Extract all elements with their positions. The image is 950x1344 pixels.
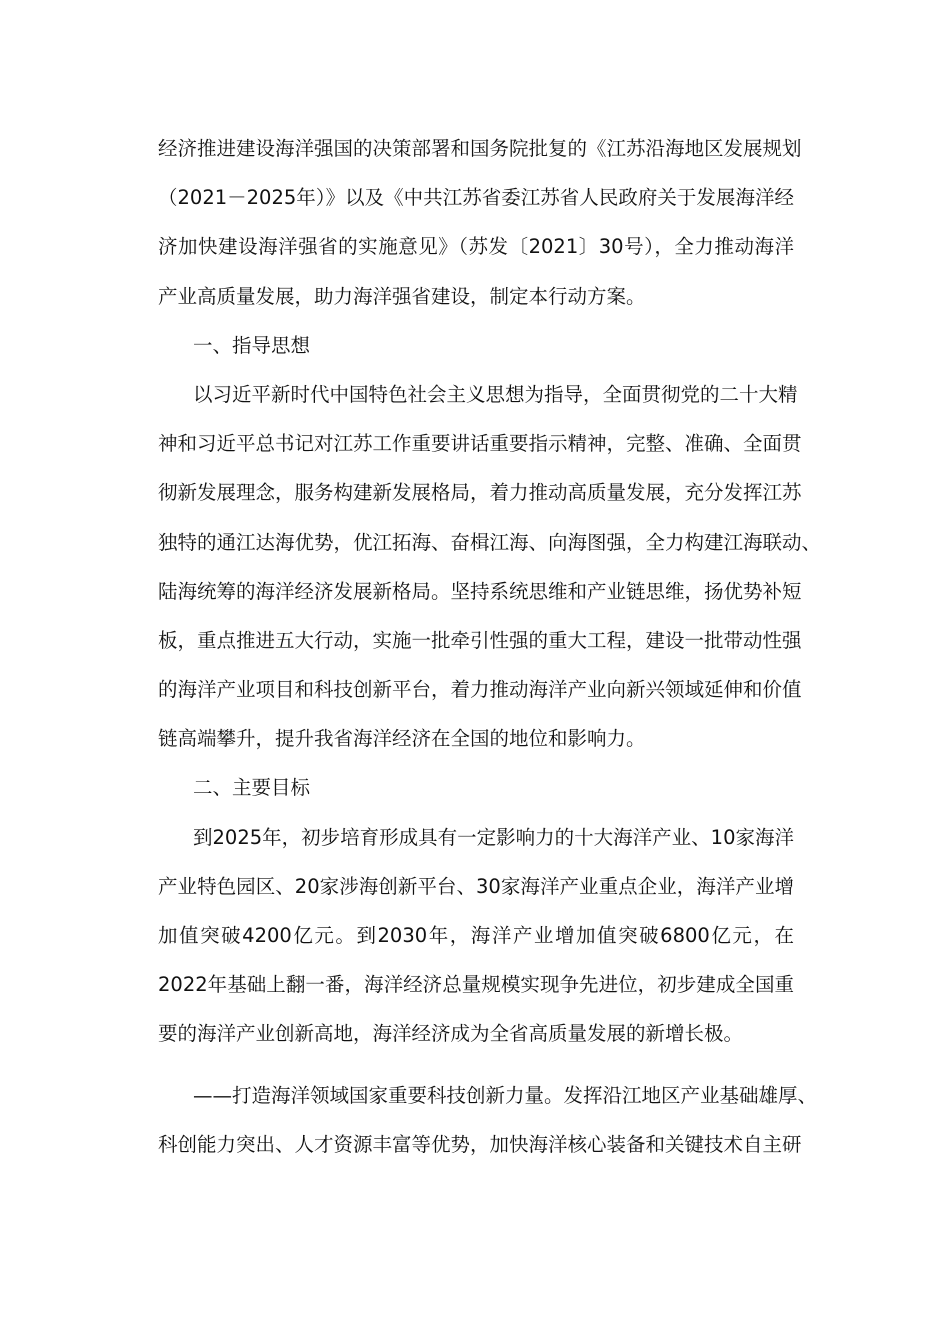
paragraph-guiding-ideology: [158, 370, 822, 764]
text-line: 经济推进建设海洋强国的决策部署和国务院批复的《江苏沿海地区发展规划: [158, 137, 802, 160]
text-line: 彻新发展理念，服务构建新发展格局，着力推动高质量发展，充分发挥江苏: [158, 481, 802, 505]
paragraph-main-goals: [158, 813, 794, 1059]
text-line: 以习近平新时代中国特色社会主义思想为指导，全面贯彻党的二十大精: [193, 382, 798, 406]
text-line: 到2025年，初步培育形成具有一定影响力的十大海洋产业、10家海洋: [193, 825, 794, 849]
text-line: 科创能力突出、人才资源丰富等优势，加快海洋核心装备和关键技术自主研: [158, 1132, 802, 1156]
paragraph-innovation-force: [158, 1071, 818, 1169]
paragraph-spacer: [158, 1059, 794, 1071]
text-line: 产业高质量发展，助力海洋强省建设，制定本行动方案。: [158, 284, 646, 308]
text-line: 济加快建设海洋强省的实施意见》（苏发〔2021〕30号），全力推动海洋: [158, 235, 794, 259]
paragraph-intro: [158, 124, 802, 321]
text-line: 神和习近平总书记对江苏工作重要讲话重要指示精神，完整、准确、全面贯: [158, 432, 802, 456]
text-line: 独特的通江达海优势，优江拓海、奋楫江海、向海图强，全力构建江海联动、: [158, 530, 822, 554]
text-line: 板，重点推进五大行动，实施一批牵引性强的重大工程，建设一批带动性强: [158, 628, 802, 652]
text-line: 2022年基础上翻一番，海洋经济总量规模实现争先进位，初步建成全国重: [158, 973, 794, 997]
text-line: 产业特色园区、20家涉海创新平台、30家海洋产业重点企业，海洋产业增: [158, 874, 794, 898]
text-line: ——打造海洋领域国家重要科技创新力量。发挥沿江地区产业基础雄厚、: [193, 1083, 818, 1107]
text-line: 陆海统筹的海洋经济发展新格局。坚持系统思维和产业链思维，扬优势补短: [158, 579, 802, 603]
section-heading-guiding-ideology: 一、指导思想: [193, 333, 311, 357]
text-line: 加值突破4200亿元。到2030年，海洋产业增加值突破6800亿元，在: [158, 924, 794, 947]
section-heading-main-goals: 二、主要目标: [193, 776, 311, 800]
document-body: [158, 124, 822, 1169]
text-line: （2021－2025年）》以及《中共江苏省委江苏省人民政府关于发展海洋经: [158, 186, 794, 210]
text-line: 要的海洋产业创新高地，海洋经济成为全省高质量发展的新增长极。: [158, 1022, 744, 1046]
text-line: 链高端攀升，提升我省海洋经济在全国的地位和影响力。: [158, 727, 646, 751]
text-line: 的海洋产业项目和科技创新平台，着力推动海洋产业向新兴领域延伸和价值: [158, 678, 802, 702]
